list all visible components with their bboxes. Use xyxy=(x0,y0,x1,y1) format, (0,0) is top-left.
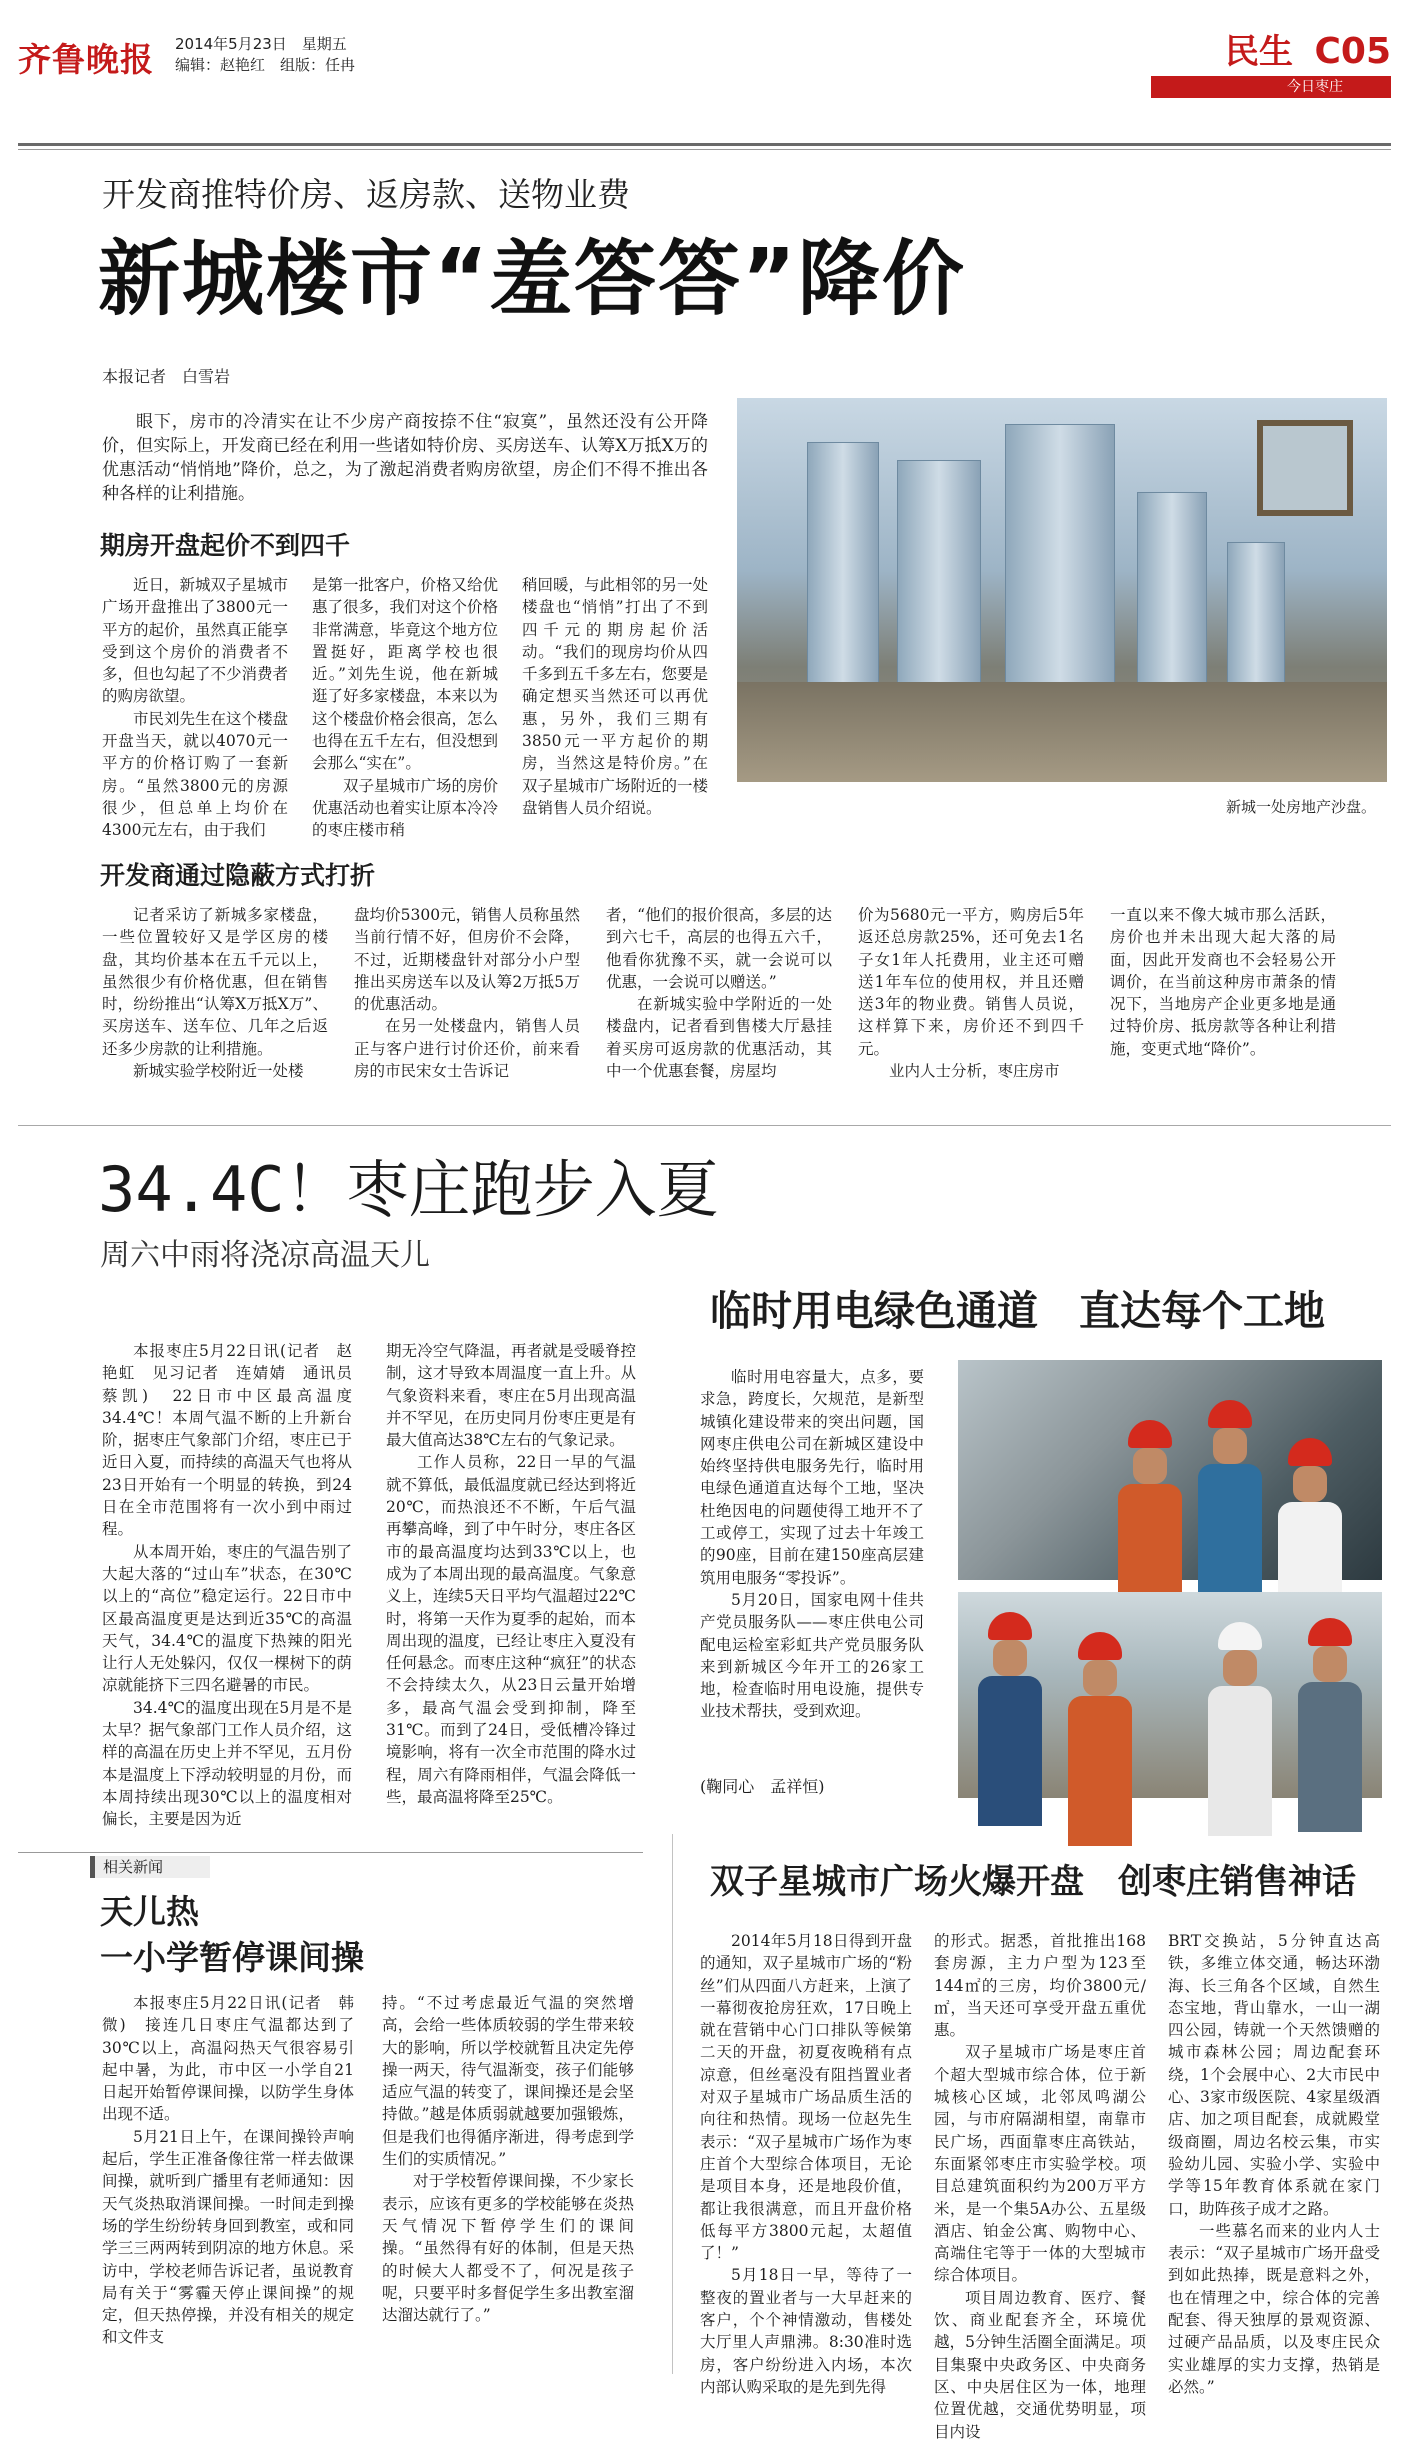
story1-sec1-column xyxy=(312,574,498,846)
story4-column xyxy=(102,1992,354,2372)
story1-headline: 新城楼市“羞答答”降价 xyxy=(98,232,966,327)
story5-column xyxy=(1168,1930,1380,2396)
workers-inspection-photo xyxy=(958,1360,1382,1580)
worker-figure xyxy=(1208,1400,1262,1614)
paragraph: 一些慕名而来的业内人士表示：“双子星城市广场开盘受到如此热捧，既是意料之外，也在情理之中，综合体的完善配套、得天独厚的景观资源、过硬产品品质，以及枣庄民众实业雄厚的实力支撑，热销是必然。” xyxy=(1168,2221,1380,2396)
worker-figure xyxy=(1218,1622,1272,1836)
story1-sec2-column xyxy=(354,904,580,1112)
face xyxy=(1213,1428,1247,1464)
hard-hat-icon xyxy=(1218,1622,1262,1650)
hard-hat-icon xyxy=(1128,1420,1172,1448)
issue-staff: 编辑：赵艳红 组版：任冉 xyxy=(175,56,356,74)
face xyxy=(1223,1650,1257,1686)
worker-figure xyxy=(1308,1618,1362,1832)
worker-figure xyxy=(1078,1632,1132,1846)
header-rule xyxy=(18,143,1391,146)
paragraph: 2014年5月18日得到开盘的通知，双子星城市广场的“粉丝”们从四面八方赶来，上演了一幕彻夜抢房狂欢，17日晚上就在营销中心门口排队等候第二天的开盘，初夏夜晚稍有点凉意，但丝毫没有阻挡置业者对双子星城市广场品质生活的向往和热情。现场一位赵先生表示：“双子星城市广场作为枣庄首个大型综合体项目，无论是项目本身，还是地段价值，都让我很满意，而且开盘价格低每平方3800元起，太超值了！” xyxy=(700,1932,912,2263)
related-news-label: 相关新闻 xyxy=(90,1856,210,1878)
paragraph: 新城实验学校附近一处楼 xyxy=(133,1062,304,1081)
story2-column xyxy=(386,1340,636,1840)
story4-headline-line1: 天儿热 xyxy=(100,1892,199,1931)
wall-frame xyxy=(1257,420,1353,516)
paragraph: 对于学校暂停课间操，不少家长表示，应该有更多的学校能够在炎热天气情况下暂停学生们的课间操。“虽然得有好的体制，但是天热的时候大人都受不了，何况是孩子呢，只要平时多督促学生多出教室溜达溜达就行了。” xyxy=(382,2172,634,2325)
story1-sec1-column xyxy=(522,574,708,846)
paragraph: 者，“他们的报价很高，多层的达到六七千，高层的也得五六千，他看你犹豫不买，就一会说可以优惠，一会说可以赠送。” xyxy=(606,906,832,991)
header-rule-thin xyxy=(18,149,1391,150)
hard-hat-icon xyxy=(1288,1438,1332,1466)
sandbox-model-photo xyxy=(737,398,1387,782)
face xyxy=(1133,1448,1167,1484)
story1-subhead-2: 开发商通过隐蔽方式打折 xyxy=(100,861,376,890)
paragraph: 近日，新城双子星城市广场开盘推出了3800元一平方的起价，虽然真正能享受到这个房价的消费者不多，但也勾起了不少消费者的购房欲望。 xyxy=(102,576,289,706)
story1-lede: 眼下，房市的冷清实在让不少房产商按捺不住“寂寞”，虽然还没有公开降价，但实际上，开发商已经在利用一些诸如特价房、买房送车、认筹X万抵X万的优惠活动“悄悄地”降价，总之，为了激起消费者购房欲望，房企们不得不推出各种各样的让利措施。 xyxy=(102,412,708,504)
paragraph: 的形式。据悉，首批推出168套房源，主力户型为123至144㎡的三房，均价3800元/㎡，当天还可享受开盘五重优惠。 xyxy=(934,1932,1146,2040)
face xyxy=(993,1640,1027,1676)
paragraph: 持。“不过考虑最近气温的突然增高，会给一些体质较弱的学生带来较大的影响，所以学校就暂且决定先停操一两天，待气温渐变，孩子们能够适应气温的转变了，课间操还是会坚持做。”越是体质弱就越要加强锻炼，但是我们也得循序渐进，得考虑到学生们的实质情况。” xyxy=(382,1994,634,2169)
worker-figure xyxy=(988,1612,1042,1826)
story1-subhead-1: 期房开盘起价不到四千 xyxy=(100,531,351,560)
paragraph: 项目周边教育、医疗、餐饮、商业配套齐全，环境优越，5分钟生活圈全面满足。项目集聚中央政务区、中央商务区、中央居住区为一体，地理位置优越，交通优势明显，项目内设 xyxy=(934,2288,1146,2441)
section-divider xyxy=(18,1125,1391,1126)
model-tower xyxy=(897,460,981,692)
uniform xyxy=(1208,1686,1272,1836)
story1-byline: 本报记者 白雪岩 xyxy=(102,367,231,386)
hard-hat-icon xyxy=(1208,1400,1252,1428)
paragraph: BRT交换站，5分钟直达高铁，多维立体交通，畅达环渤海、长三角各个区域，自然生态宝地，背山靠水，一山一湖四公园，铸就一个天然馈赠的城市森林公园；周边配套环绕，1个会展中心、2大市民中心、3家市级医院、4家星级酒店、加之项目配套，成就殿堂级商圈，周边名校云集，市实验幼儿园、实验小学、实验中学等15年教育体系就在家门口，助阵孩子成才之路。 xyxy=(1168,1932,1380,2218)
story5-column xyxy=(934,1930,1146,2441)
paragraph: 从本周开始，枣庄的气温告别了大起大落的“过山车”状态，在30℃以上的“高位”稳定运行。22日市中区最高温度更是达到近35℃的高温天气，34.4℃的温度下热辣的阳光让行人无处躲闪，仅仅一棵树下的荫凉就能挤下三四名避暑的市民。 xyxy=(102,1542,352,1695)
face xyxy=(1293,1466,1327,1502)
section-name: 民生 xyxy=(1225,32,1293,72)
paragraph: 5月20日，国家电网十佳共产党员服务队——枣庄供电公司配电运检室彩虹共产党员服务队来到新城区今年开工的26家工地，检查临时用电设施，提供专业技术帮扶，受到欢迎。 xyxy=(700,1590,924,1721)
paragraph: 临时用电容量大，点多，要求急，跨度长，欠规范，是新型城镇化建设带来的突出问题，国网枣庄供电公司在新城区建设中始终坚持供电服务先行，临时用电绿色通道直达每个工地，坚决杜绝因电的问题使得工地开不了工或停工，实现了过去十年竣工的90座，目前在建150座高层建筑用电服务“零投诉”。 xyxy=(700,1368,924,1587)
column-divider xyxy=(672,1834,673,2374)
paragraph: 是第一批客户，价格又给优惠了很多，我们对这个价格非常满意，毕竟这个地方位置挺好，距离学校也很近。”刘先生说，他在新城逛了好多家楼盘，本来以为这个楼盘价格会很高，怎么也得在五千左右，但没想到会那么“实在”。 xyxy=(312,576,499,773)
model-base xyxy=(737,682,1387,782)
story2-column xyxy=(102,1340,368,1840)
story1-sec2-column xyxy=(858,904,1084,1112)
paragraph: 工作人员称，22日一早的气温就不算低，最低温度就已经达到将近20℃，而热浪还不不断，午后气温再攀高峰，到了中午时分，枣庄各区市的最高温度均达到33℃以上，也成为了本周出现的最高温度。气象意义上，连续5天日平均气温超过22℃时，将第一天作为夏季的起始，而本周出现的温度，已经让枣庄入夏没有任何悬念。而枣庄这种“疯狂”的状态不会持续太久，从23日云量开始增多，最高气温会受到抑制，降至31℃。而到了24日，受低槽冷锋过境影响，将有一次全市范围的降水过程，周六有降雨相伴，气温会降低一些，最高温将降至25℃。 xyxy=(386,1453,636,1806)
story2-headline: 34.4C！枣庄跑步入夏 xyxy=(98,1153,719,1226)
model-tower xyxy=(807,442,879,692)
story5-column xyxy=(700,1930,912,2396)
issue-date: 2014年5月23日 星期五 xyxy=(175,35,347,53)
story1-sec2-column xyxy=(102,904,328,1112)
paragraph: 在另一处楼盘内，销售人员正与客户进行讨价还价，前来看房的市民宋女士告诉记 xyxy=(354,1017,580,1081)
paragraph: 市民刘先生在这个楼盘开盘当天，就以4070元一平方的价格订购了一套新房。“虽然3800元的房源很少，但总单上均价在4300元左右，由于我们 xyxy=(102,709,289,840)
story1-sec2-column xyxy=(1110,904,1336,1112)
paragraph: 业内人士分析，枣庄房市 xyxy=(889,1062,1060,1081)
uniform xyxy=(978,1676,1042,1826)
paragraph: 一直以来不像大城市那么活跃，房价也并未出现大起大落的局面，因此开发商也不会轻易公开调价，在当前这种房市萧条的情况下，当地房产企业更多地是通过特价房、抵房款等各种让利措施，变更式地“降价”。 xyxy=(1110,906,1336,1058)
hard-hat-icon xyxy=(988,1612,1032,1640)
model-tower xyxy=(1137,492,1207,692)
construction-site-photo xyxy=(958,1592,1382,1798)
paragraph: 双子星城市广场的房价优惠活动也着实让原本冷冷的枣庄楼市稍 xyxy=(312,776,499,840)
story3-column xyxy=(700,1366,924,1768)
model-tower xyxy=(1005,424,1115,692)
issue-info xyxy=(175,34,355,76)
paragraph: 34.4℃的温度出现在5月是不是太早？据气象部门工作人员介绍，这样的高温在历史上并不罕见，五月份本是温度上下浮动较明显的月份，而本周持续出现30℃以上的温度相对偏长，主要是因为近 xyxy=(102,1698,352,1829)
paragraph: 本报枣庄5月22日讯(记者 赵艳虹 见习记者 连婧婧 通讯员 蔡凯) 22日市中区最高温度34.4℃！本周气温不断的上升新台阶，据枣庄气象部门介绍，枣庄已于近日入夏，而持续的高温天气也将从23日开始有一个明显的转换，到24日在全市范围将有一次小到中雨过程。 xyxy=(102,1342,368,1539)
story5-headline: 双子星城市广场火爆开盘 创枣庄销售神话 xyxy=(710,1862,1356,1902)
page-number: C05 xyxy=(1314,31,1391,72)
photo-caption: 新城一处房地产沙盘。 xyxy=(1226,798,1377,816)
hard-hat-icon xyxy=(1308,1618,1352,1646)
paragraph: 5月18日一早，等待了一整夜的置业者与一大早赶来的客户，个个神情激动，售楼处大厅里人声鼎沸。8:30准时选房，客户纷纷进入内场，本次内部认购采取的是先到先得 xyxy=(700,2266,912,2396)
story1-sec2-column xyxy=(606,904,832,1112)
story1-kicker: 开发商推特价房、返房款、送物业费 xyxy=(102,175,630,214)
paragraph: 稍回暖，与此相邻的另一处楼盘也“悄悄”打出了不到四千元的期房起价活动。“我们的现房均价从四千多到五千多左右，您要是确定想买当然还可以再优惠，另外，我们三期有3850元一平方起价的期房，当然这是特价房。”在双子星城市广场附近的一楼盘销售人员介绍说。 xyxy=(522,576,709,817)
paragraph: 5月21日上午，在课间操铃声响起后，学生正准备像往常一样去做课间操，就听到广播里有老师通知：因天气炎热取消课间操。一时间走到操场的学生纷纷转身回到教室，或和同学三三两两转到阴凉的地方休息。采访中，学校老师告诉记者，虽说教育局有关于“雾霾天停止课间操”的规定，但天热停操，并没有相关的规定和文件支 xyxy=(102,2127,354,2347)
paragraph: 双子星城市广场是枣庄首个超大型城市综合体，位于新城核心区域，北邻凤鸣湖公园，与市府隔湖相望，南靠市民广场，西面靠枣庄高铁站，东面紧邻枣庄市实验学校。项目总建筑面积约为200万平方米，是一个集5A办公、五星级酒店、铂金公寓、购物中心、高端住宅等于一体的大型城市综合体项目。 xyxy=(934,2043,1146,2285)
paragraph: 本报枣庄5月22日讯(记者 韩微) 接连几日枣庄气温都达到了30℃以上，高温闷热天气很容易引起中暑，为此，市中区一小学自21日起开始暂停课间操，以防学生身体出现不适。 xyxy=(102,1994,354,2124)
subsection-bar: 今日枣庄 xyxy=(1151,76,1391,98)
story2-kicker: 周六中雨将浇凉高温天儿 xyxy=(100,1238,430,1273)
paragraph: 在新城实验中学附近的一处楼盘内，记者看到售楼大厅悬挂着买房可返房款的优惠活动，其中一个优惠套餐，房屋均 xyxy=(606,995,832,1081)
story3-headline: 临时用电绿色通道 直达每个工地 xyxy=(710,1287,1325,1335)
newspaper-logo: 齐鲁晚报 xyxy=(18,40,154,79)
face xyxy=(1083,1660,1117,1696)
paragraph: 期无冷空气降温，再者就是受暖脊控制，这才导致本周温度一直上升。从气象资料来看，枣庄在5月出现高温并不罕见，在历史同月份枣庄更是有最大值高达38℃左右的气象记录。 xyxy=(386,1342,636,1450)
uniform xyxy=(1068,1696,1132,1846)
story1-sec1-column xyxy=(102,574,288,846)
story4-column xyxy=(382,1992,634,2372)
hard-hat-icon xyxy=(1078,1632,1122,1660)
uniform xyxy=(1298,1682,1362,1832)
model-tower xyxy=(1227,542,1285,692)
paragraph: 盘均价5300元，销售人员称虽然当前行情不好，但房价不会降，不过，近期楼盘针对部分小户型推出买房送车以及认筹2万抵5万的优惠活动。 xyxy=(354,906,580,1014)
face xyxy=(1313,1646,1347,1682)
related-divider xyxy=(18,1852,643,1853)
story3-credit: (鞠同心 孟祥恒) xyxy=(700,1777,825,1796)
paragraph: 价为5680元一平方，购房后5年返还总房款25%，还可免去1名子女1年人托费用，业主还可赠送1年车位的使用权，并且还赠送3年的物业费。销售人员说，这样算下来，房价还不到四千元。 xyxy=(858,906,1084,1058)
paragraph: 记者采访了新城多家楼盘，一些位置较好又是学区房的楼盘，其均价基本在五千元以上，虽然很少有价格优惠，但在销售时，纷纷推出“认筹X万抵X万”、买房送车、送车位、几年之后返还多少房款的让利措施。 xyxy=(102,906,328,1058)
story4-headline-line2: 一小学暂停课间操 xyxy=(100,1938,364,1977)
